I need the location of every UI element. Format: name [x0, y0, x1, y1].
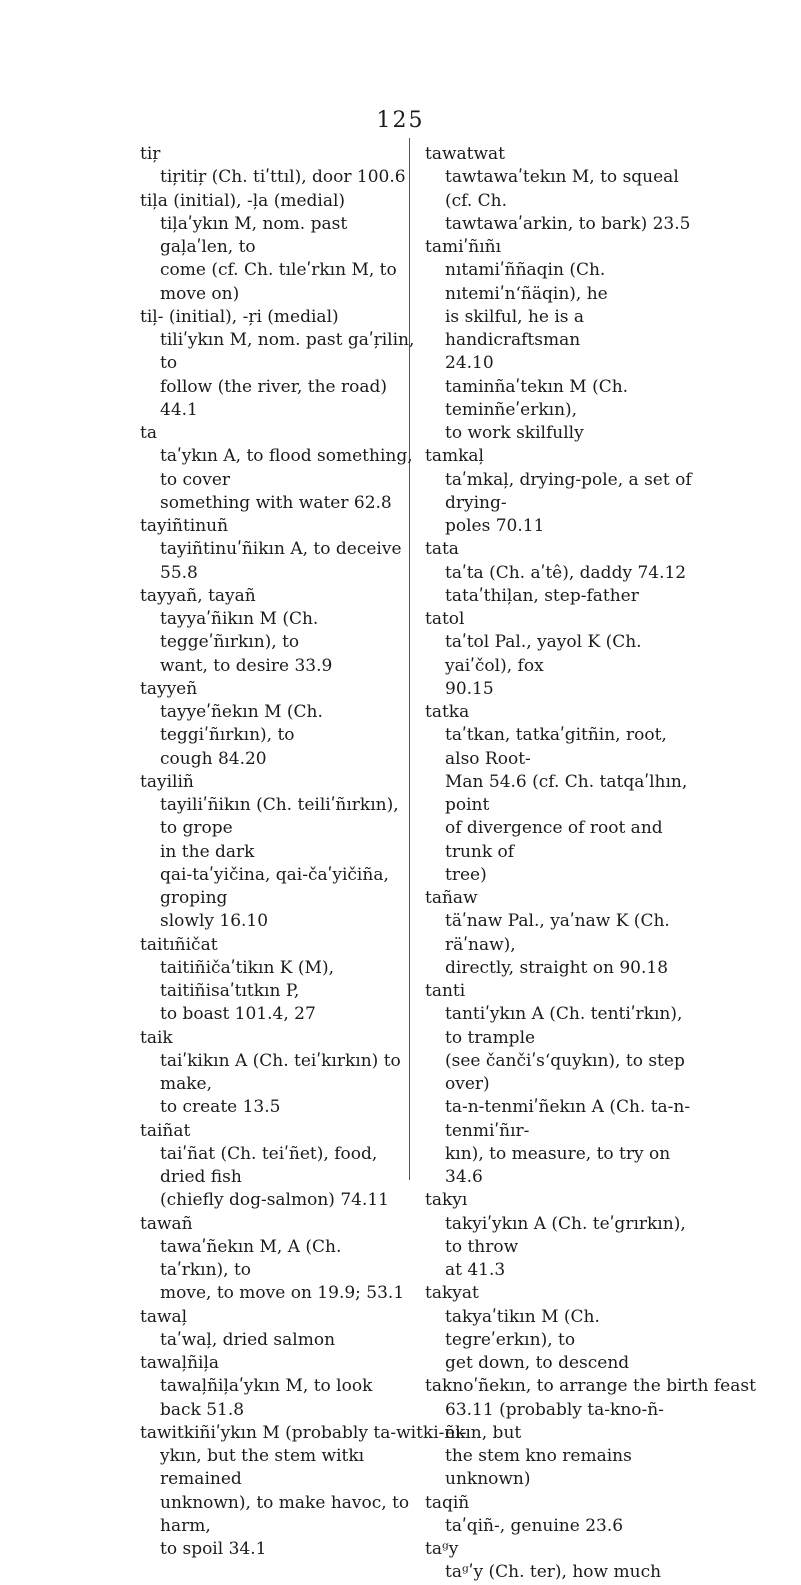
entry-headword: tiŗ [140, 144, 161, 164]
dictionary-entry [425, 1189, 693, 1282]
dictionary-entry [425, 1375, 756, 1491]
entry-line: cough 84.20 [160, 748, 267, 769]
entry-line: directly, straight on 90.18 [445, 957, 669, 978]
entry-headword: ta [140, 423, 157, 443]
dictionary-entry [140, 1213, 415, 1306]
entry-line: taʹykın A, to flood something, to cover [160, 446, 413, 490]
entry-headword: taik [140, 1027, 173, 1048]
entry-line: unknown), to make havoc, to harm, [160, 1492, 410, 1536]
entry-line: taitiñičaʹtikın K (M), taitiñisaʹtıtkın P, [160, 957, 334, 1001]
entry-line: in the dark [160, 841, 255, 862]
entry-headword: tawañ [140, 1213, 193, 1234]
entry-line: is skilful, he is a handicraftsman [445, 306, 585, 350]
entry-line: want, to desire 33.9 [160, 655, 333, 676]
entry-line: to work skilfully [445, 423, 584, 443]
entry-line: tiļaʹykın M, nom. past gaļaʹlen, to [160, 213, 348, 257]
entry-headword: tanti [425, 981, 466, 1001]
dictionary-entry [140, 1306, 415, 1353]
entry-headword: takyat [425, 1283, 479, 1304]
dictionary-entry [140, 1120, 415, 1213]
dictionary-entry [140, 1352, 415, 1422]
entry-line: poles 70.11 [445, 516, 545, 536]
entry-line: ykın, but the stem witkı remained [160, 1446, 365, 1490]
entry-line: get down, to descend [445, 1353, 630, 1373]
dictionary-entry [140, 306, 415, 422]
dictionary-entry [425, 980, 693, 1189]
entry-line: 24.10 [445, 353, 494, 374]
entry-line: to boast 101.4, 27 [160, 1004, 316, 1025]
entry-line: takyiʹykın A (Ch. teʹgrırkın), to throw [445, 1213, 686, 1257]
entry-headword: tayyeñ [140, 678, 198, 699]
entry-line: tawaʹñekın M, A (Ch. taʹrkın), to [160, 1236, 342, 1280]
dictionary-entry [425, 887, 693, 980]
entry-line: taᵍʹy (Ch. ter), how much [445, 1562, 662, 1583]
dictionary-entry [425, 1282, 693, 1375]
dictionary-entry [425, 143, 693, 236]
entry-line: 63.11 (probably ta-kno-ñ-ekın, but [445, 1399, 664, 1443]
entry-line: takyaʹtikın M (Ch. tegreʹerkın), to [445, 1306, 600, 1350]
entry-line: tayiliʹñikın (Ch. teiliʹñırkın), to grope [160, 795, 399, 839]
entry-headword: tiļa (initial), -ļa (medial) [140, 190, 346, 211]
entry-line: tayiñtinuʹñikın A, to deceive 55.8 [160, 539, 402, 583]
dictionary-entry [140, 585, 415, 678]
entry-headword: tamiʹñıñı [425, 237, 502, 257]
entry-headword: tayiñtinuñ [140, 516, 229, 536]
entry-line: taiʹkikın A (Ch. teiʹkırkın) to make, [160, 1050, 401, 1094]
entry-line: tiŗitiŗ (Ch. tiʹttıl), door 100.6 [160, 167, 406, 188]
entry-line: tawaļñiļaʹykın M, to look back 51.8 [160, 1376, 373, 1420]
dictionary-entry [425, 1492, 693, 1539]
entry-line: tataʹthiļan, step-father [445, 585, 639, 606]
entry-line: taʹtol Pal., yayol K (Ch. yaiʹčol), fox [445, 632, 642, 676]
dictionary-entry [140, 934, 415, 1027]
entry-headword: taknoʹñekın, to arrange the birth feast [425, 1376, 756, 1397]
entry-headword: takyı [425, 1190, 468, 1211]
entry-line: slowly 16.10 [160, 911, 269, 932]
dictionary-entry [140, 771, 415, 934]
dictionary-entry [425, 1538, 693, 1585]
entry-line: taʹta (Ch. aʹtê), daddy 74.12 [445, 562, 687, 583]
entry-headword: taqiñ [425, 1492, 470, 1513]
entry-line: (chiefly dog-salmon) 74.11 [160, 1190, 389, 1211]
entry-headword: tamkaļ [425, 446, 484, 467]
entry-line: tayyaʹñikın M (Ch. teggeʹñırkın), to [160, 609, 319, 653]
entry-line: taʹqiñ-, genuine 23.6 [445, 1515, 624, 1536]
entry-line: (see čančiʹsʻquykın), to step over) [445, 1050, 685, 1094]
dictionary-entry [425, 608, 693, 701]
dictionary-entry [425, 445, 693, 538]
entry-line: taiʹñat (Ch. teiʹñet), food, dried fish [160, 1143, 378, 1187]
entry-line: kın), to measure, to try on 34.6 [445, 1143, 671, 1187]
entry-headword: tiļ- (initial), -ŗi (medial) [140, 306, 339, 327]
entry-line: to spoil 34.1 [160, 1539, 267, 1559]
dictionary-entry [140, 1027, 415, 1120]
entry-headword: tañaw [425, 888, 478, 908]
entry-line: 90.15 [445, 678, 494, 699]
entry-line: täʹnaw Pal., yaʹnaw K (Ch. räʹnaw), [445, 911, 670, 955]
dictionary-entry [425, 701, 693, 887]
dictionary-entry [425, 236, 693, 445]
entry-headword: tatol [425, 609, 465, 629]
entry-headword: taᵍy [425, 1539, 459, 1559]
entry-line: tiliʹykın M, nom. past gaʹŗilin, to [160, 330, 415, 374]
dictionary-entry [140, 422, 415, 515]
entry-line: of divergence of root and trunk of [445, 818, 663, 862]
entry-headword: tawaļ [140, 1306, 188, 1327]
dictionary-entry [140, 143, 415, 190]
entry-line: tawtawaʹtekın M, to squeal (cf. Ch. [445, 167, 679, 211]
entry-headword: tayiliñ [140, 771, 194, 792]
entry-headword: tata [425, 539, 459, 560]
entry-headword: taitıñičat [140, 934, 218, 955]
entry-line: taʹmkaļ, drying-pole, a set of drying- [445, 469, 692, 513]
dictionary-entry [140, 190, 415, 306]
entry-headword: tatka [425, 702, 470, 722]
entry-line: taminñaʹtekın M (Ch. teminñeʹerkın), [445, 376, 629, 420]
entry-line: taʹtkan, tatkaʹgitñin, root, also Root- [445, 725, 667, 769]
entry-headword: tawatwat [425, 144, 506, 164]
dictionary-entry [140, 678, 415, 771]
entry-line: Man 54.6 (cf. Ch. tatqaʹlhın, point [445, 771, 688, 815]
entry-line: the stem kno remains unknown) [445, 1446, 632, 1490]
entry-headword: tawaļñiļa [140, 1353, 220, 1373]
entry-line: something with water 62.8 [160, 492, 392, 513]
dictionary-entry [425, 538, 693, 608]
entry-headword: taiñat [140, 1120, 191, 1141]
entry-line: tree) [445, 864, 487, 885]
entry-line: come (cf. Ch. tıleʹrkın M, to move on) [160, 260, 397, 304]
entry-line: follow (the river, the road) 44.1 [160, 376, 388, 420]
page-number: 125 [376, 108, 425, 133]
dictionary-entry [140, 515, 415, 585]
entry-line: tantiʹykın A (Ch. tentiʹrkın), to trample [445, 1004, 683, 1048]
entry-line: move, to move on 19.9; 53.1 [160, 1283, 405, 1304]
entry-line: nıtamiʹññaqin (Ch. nıtemiʹnʻñäqin), he [445, 260, 608, 304]
entry-line: tawtawaʹarkin, to bark) 23.5 [445, 213, 691, 234]
entry-headword: tawitkiñiʹykın M (probably ta-witki-ñi- [140, 1422, 467, 1443]
entry-line: ta-n-tenmiʹñekın A (Ch. ta-n-tenmiʹñır- [445, 1097, 691, 1141]
entry-line: tayyeʹñekın M (Ch. teggiʹñırkın), to [160, 702, 323, 746]
entry-line: at 41.3 [445, 1260, 506, 1280]
right-column [425, 143, 756, 1585]
entry-line: qai-taʹyičina, qai-čaʹyičiña, groping [160, 864, 389, 908]
entry-line: to create 13.5 [160, 1097, 281, 1118]
entry-headword: tayyañ, tayañ [140, 585, 256, 606]
entry-line: taʹwaļ, dried salmon [160, 1329, 336, 1350]
